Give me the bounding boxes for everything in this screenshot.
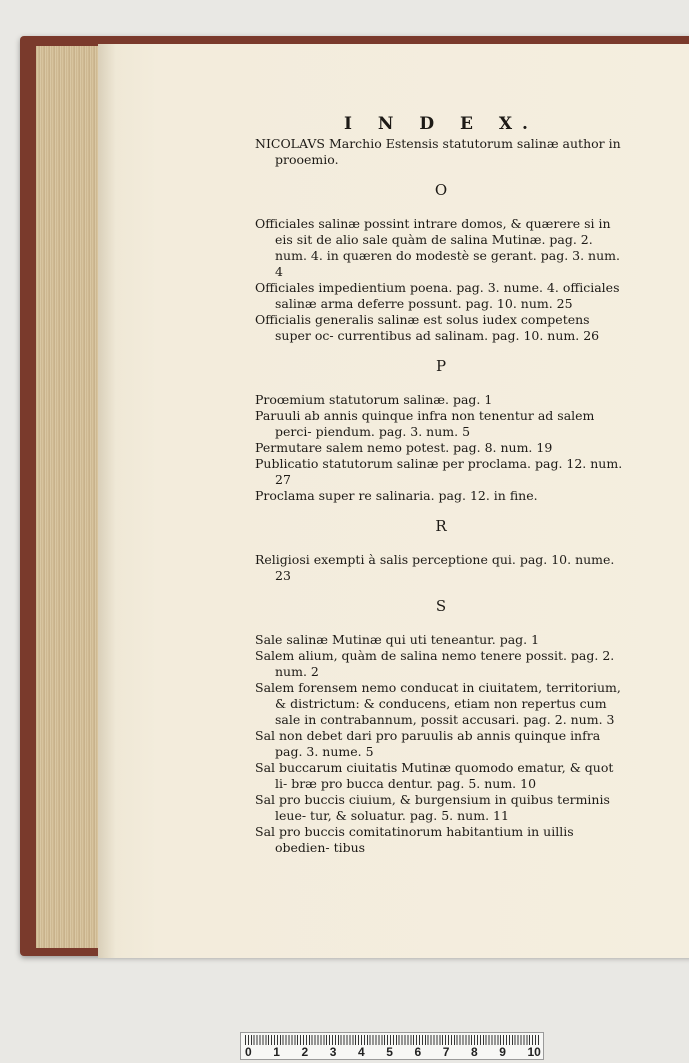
index-entry: Proœmium statutorum salinæ. pag. 1 [255,392,493,407]
index-entry: Sal pro buccis ciuium, & burgensium in quibus terminis leue- tur, & soluatur. pag. 5. num. 11 [255,792,610,823]
section-letter: O [434,181,448,199]
ruler-label: 8 [471,1045,478,1059]
intro-entry [255,136,627,168]
index-entry: Sal buccarum ciuitatis Mutinæ quomodo ematur, & quot li- bræ pro bucca dentur. pag. 5. num. 10 [255,760,614,791]
index-entry: Publicatio statutorum salinæ per proclama. pag. 12. num. 27 [255,456,623,487]
intro-line: NICOLAVS Marchio Estensis statutorum salinæ author in [255,136,621,151]
page-edges [36,46,106,948]
intro-line: prooemio. [275,152,339,167]
ruler-label: 6 [414,1045,422,1059]
ruler-label: 0 [245,1045,252,1059]
index-entry: Officiales impedientium poena. pag. 3. nume. 4. officiales salinæ arma deferre possunt. pag. 10. num. 25 [255,280,620,311]
ruler-label: 9 [499,1045,506,1059]
section-letter: S [435,597,447,615]
index-entry: Sal non debet dari pro paruulis ab annis quinque infra pag. 3. nume. 5 [255,728,601,759]
ruler-label: 4 [358,1045,365,1059]
index-text [255,116,627,856]
ruler-label: 5 [386,1045,393,1059]
index-entry: Salem forensem nemo conducat in ciuitatem, territorium, & districtum: & conducens, etiam non repertus cum sale in contrabannum, possit accusari. pag. 2. num. 3 [255,680,621,727]
index-entry: Sal pro buccis comitatinorum habitantium in uillis obedien- tibus [255,824,574,855]
index-entry: Permutare salem nemo potest. pag. 8. num. 19 [255,440,553,455]
index-heading: I N D E X. [344,114,538,134]
index-entry: Sale salinæ Mutinæ qui uti teneantur. pag. 1 [255,632,540,647]
ruler-ticks [245,1035,539,1045]
index-entry: Officialis generalis salinæ est solus iudex competens super oc- currentibus ad salinam. pag. 10. num. 26 [255,312,600,343]
ruler-label: 2 [301,1045,309,1059]
section-letter: R [435,517,447,535]
ruler-label: 3 [329,1045,337,1059]
section-letter: P [435,357,447,375]
ruler-labels [241,1045,545,1059]
index-entry: Proclama super re salinaria. pag. 12. in fine. [255,488,538,503]
index-entry: Religiosi exempti à salis perceptione qui. pag. 10. nume. 23 [255,552,615,583]
ruler-label: 1 [273,1045,280,1059]
index-entry: Paruuli ab annis quinque infra non tenentur ad salem perci- piendum. pag. 3. num. 5 [255,408,595,439]
index-entry: Officiales salinæ possint intrare domos, & quærere si in eis sit de alio sale quàm de salina Mutinæ. pag. 2. num. 4. in quæren do modestè se gerant. pag. 3. num. 4 [255,216,620,279]
ruler-label: 7 [442,1045,450,1059]
index-entry: Salem alium, quàm de salina nemo tenere possit. pag. 2. num. 2 [255,648,615,679]
ruler-label: 10 [527,1045,541,1059]
scale-ruler [240,1032,544,1060]
